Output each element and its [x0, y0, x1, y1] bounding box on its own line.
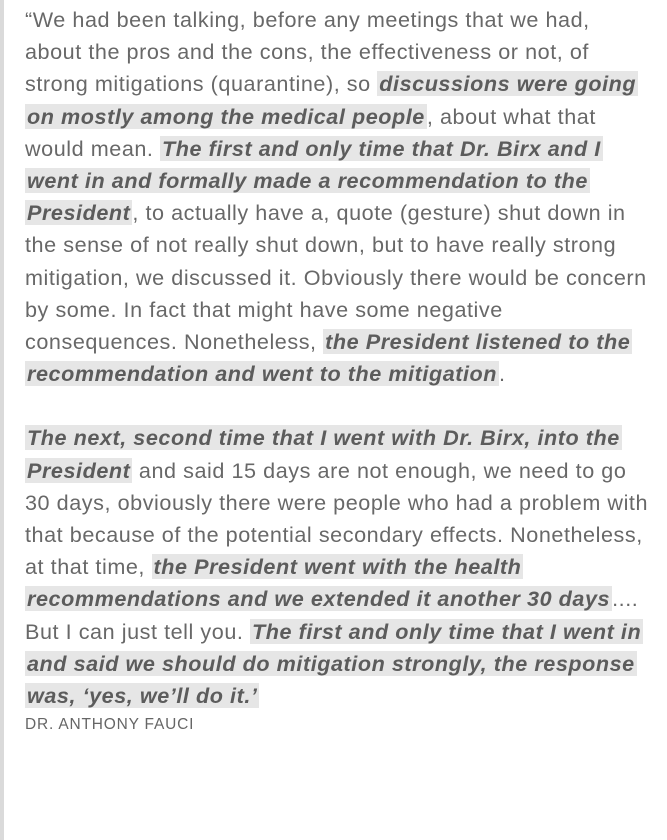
highlighted-emphasis: The first and only time that I went in and said we should do mitigation strongly, the response was, ‘yes, we’ll do it.’: [27, 618, 642, 709]
quote-text: , to actually have a, quote (gesture) shut down in the sense of not really shut down, but to have really strong mitigation, we discussed it. Obviously there would be concern by some. In fact that might have some negative consequences. Nonetheless,: [25, 200, 647, 355]
highlighted-emphasis: the President listened to the recommendation and went to the mitigation: [27, 329, 631, 387]
quote-paragraph-1: [25, 4, 653, 390]
quote-paragraph-2: [25, 422, 653, 712]
quote-text: .... But I can just tell you.: [25, 586, 639, 644]
highlighted-emphasis: The next, second time that I went with Dr. Birx, into the President: [27, 425, 620, 483]
quote-text: , about what that would mean.: [25, 103, 596, 161]
highlighted-emphasis: discussions were going on mostly among the medical people: [27, 71, 637, 129]
highlighted-emphasis: The first and only time that Dr. Birx and I went in and formally made a recommendation to the President: [27, 135, 601, 226]
quote-text: and said 15 days are not enough, we need to go 30 days, obviously there were people who had a problem with that because of the potential secondary effects. Nonetheless, at that time,: [25, 457, 649, 580]
highlighted-emphasis: the President went with the health recommendations and we extended it another 30 days: [27, 554, 611, 612]
quote-text: .: [499, 361, 506, 387]
quote-attribution: DR. ANTHONY FAUCI: [25, 716, 195, 734]
quote-text: “We had been talking, before any meetings that we had, about the pros and the cons, the effectiveness or not, of strong mitigations (quarantine), so: [25, 7, 590, 97]
